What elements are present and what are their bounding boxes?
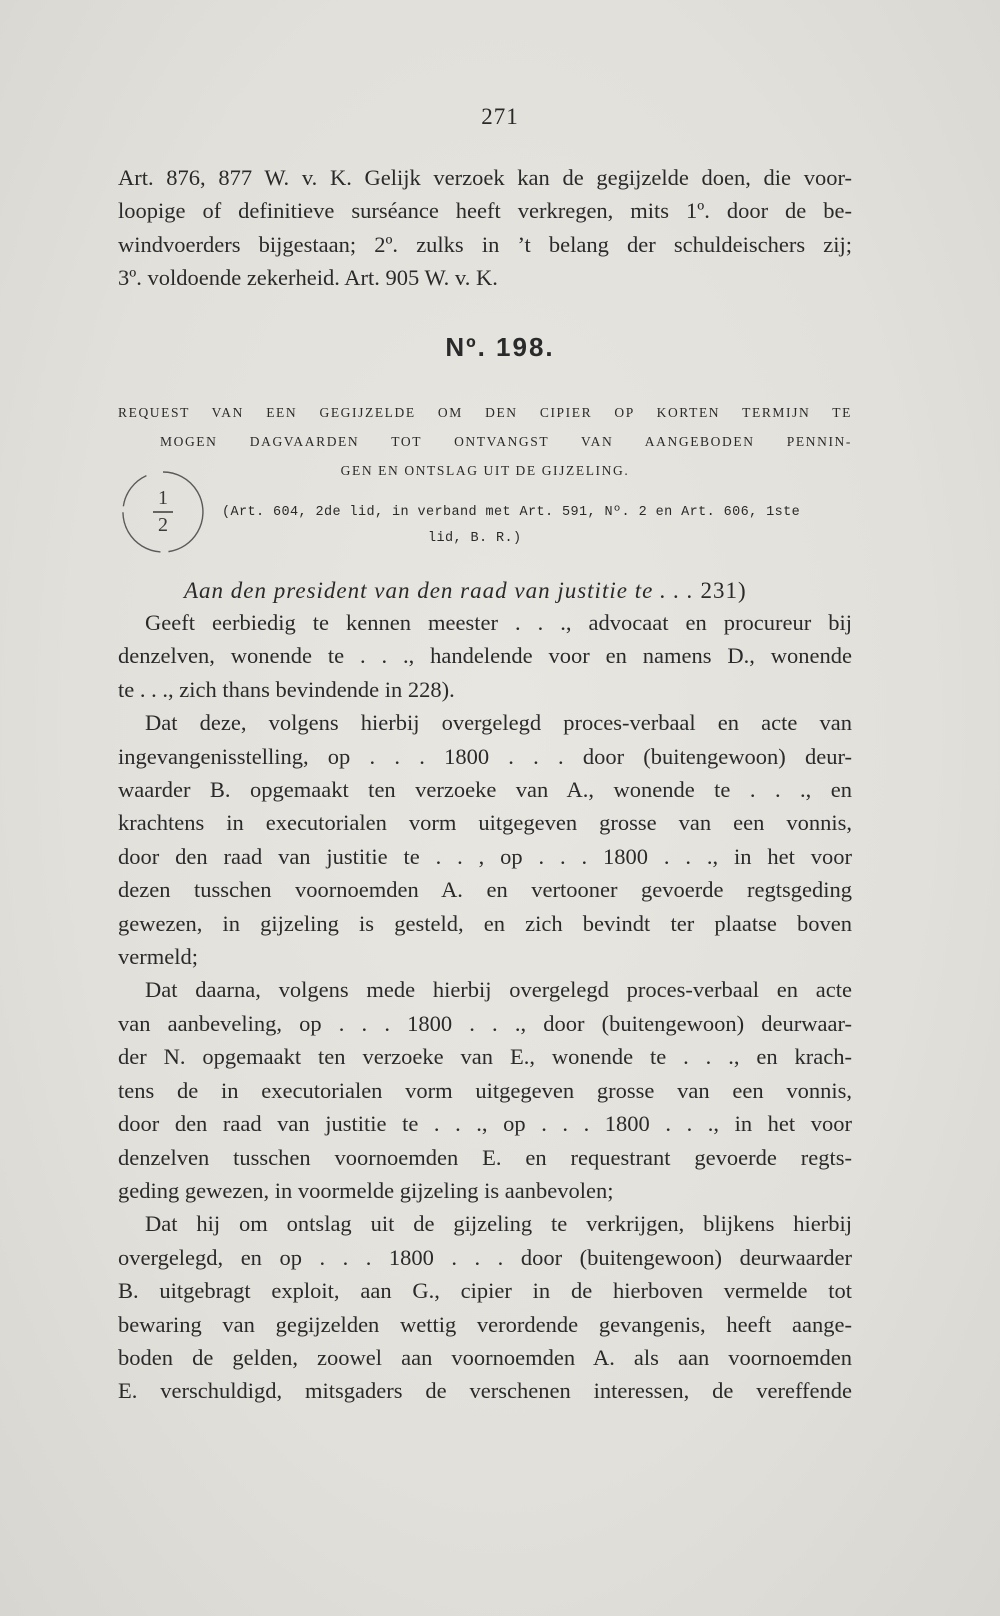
body-line: denzelven, wonende te . . ., handelende voor en namens D., wonende — [118, 643, 852, 669]
body-line: geding gewezen, in voormelde gijzeling is aanbevolen; — [118, 1177, 614, 1203]
body-text — [118, 606, 852, 1408]
body-line: te . . ., zich thans bevindende in 228). — [118, 676, 455, 702]
body-line: dezen tusschen voornoemden A. en vertooner gevoerde regtsgeding — [118, 877, 852, 903]
stamp-denominator: 2 — [158, 514, 168, 536]
body-line: denzelven tusschen voornoemden E. en requestrant gevoerde regts- — [118, 1144, 852, 1170]
intro-line: loopige of definitieve surséance heeft verkregen, mits 1º. door de be- — [118, 198, 852, 224]
body-line: vermeld; — [118, 944, 198, 970]
stamp-numerator: 1 — [158, 487, 168, 509]
body-line: door den raad van justitie te . . , op . . . 1800 . . ., in het voor — [118, 843, 852, 869]
body-line: B. uitgebragt exploit, aan G., cipier in de hierboven vermelde tot — [118, 1278, 852, 1304]
address-line — [184, 578, 747, 604]
body-line: Dat daarna, volgens mede hierbij overgelegd proces-verbaal en acte — [145, 977, 852, 1003]
citation-line: (Art. 604, 2de lid, in verband met Art. 591, Nº. 2 en Art. 606, 1ste — [222, 505, 801, 520]
address-text: Aan den president van den raad van justitie te . . . — [184, 578, 694, 603]
body-line: door den raad van justitie te . . ., op . . . 1800 . . ., in het voor — [118, 1111, 852, 1137]
intro-line: 3º. voldoende zekerheid. Art. 905 W. v. K. — [118, 265, 498, 291]
section-title — [118, 398, 852, 485]
body-line: Dat deze, volgens hierbij overgelegd proces-verbaal en acte van — [145, 710, 852, 736]
page-number: 271 — [481, 104, 519, 129]
body-line: E. verschuldigd, mitsgaders de verschenen interessen, de vereffende — [118, 1378, 852, 1404]
section-title-line: REQUEST VAN EEN GEGIJZELDE OM DEN CIPIER OP KORTEN TERMIJN TE — [118, 405, 852, 420]
intro-paragraph — [118, 161, 852, 295]
body-line: bewaring van gegijzelden wettig verordende gevangenis, heeft aange- — [118, 1311, 852, 1337]
body-line: Geeft eerbiedig te kennen meester . . ., advocaat en procureur bij — [145, 610, 852, 635]
body-line: van aanbeveling, op . . . 1800 . . ., door (buitengewoon) deurwaar- — [118, 1010, 852, 1036]
body-line: gewezen, in gijzeling is gesteld, en zich bevindt ter plaatse boven — [118, 910, 852, 936]
citation-line: lid, B. R.) — [428, 531, 522, 546]
body-line: Dat hij om ontslag uit de gijzeling te verkrijgen, blijkens hierbij — [145, 1211, 852, 1237]
intro-line: Art. 876, 877 W. v. K. Gelijk verzoek kan de gegijzelde doen, die voor- — [118, 165, 852, 190]
intro-line: windvoerders bijgestaan; 2º. zulks in ’t belang der schuldeischers zij; — [118, 231, 852, 257]
address-note: 231) — [700, 578, 747, 603]
citation — [222, 500, 800, 552]
body-line: ingevangenisstelling, op . . . 1800 . . . door (buitengewoon) deur- — [118, 743, 852, 769]
fraction-stamp — [119, 468, 207, 556]
body-line: tens de in executorialen vorm uitgegeven grosse van een vonnis, — [118, 1077, 852, 1103]
body-line: krachtens in executorialen vorm uitgegeven grosse van een vonnis, — [118, 810, 852, 836]
body-line: overgelegd, en op . . . 1800 . . . door (buitengewoon) deurwaarder — [118, 1244, 852, 1270]
section-title-line: MOGEN DAGVAARDEN TOT ONTVANGST VAN AANGEBODEN PENNIN- — [160, 434, 852, 449]
body-line: waarder B. opgemaakt ten verzoeke van A., wonende te . . ., en — [118, 777, 852, 803]
body-line: boden de gelden, zoowel aan voornoemden A. als aan voornoemden — [118, 1344, 852, 1370]
section-number: Nº. 198. — [445, 332, 555, 362]
body-line: der N. opgemaakt ten verzoeke van E., wonende te . . ., en krach- — [118, 1044, 852, 1070]
section-title-line: GEN EN ONTSLAG UIT DE GIJZELING. — [340, 463, 630, 478]
